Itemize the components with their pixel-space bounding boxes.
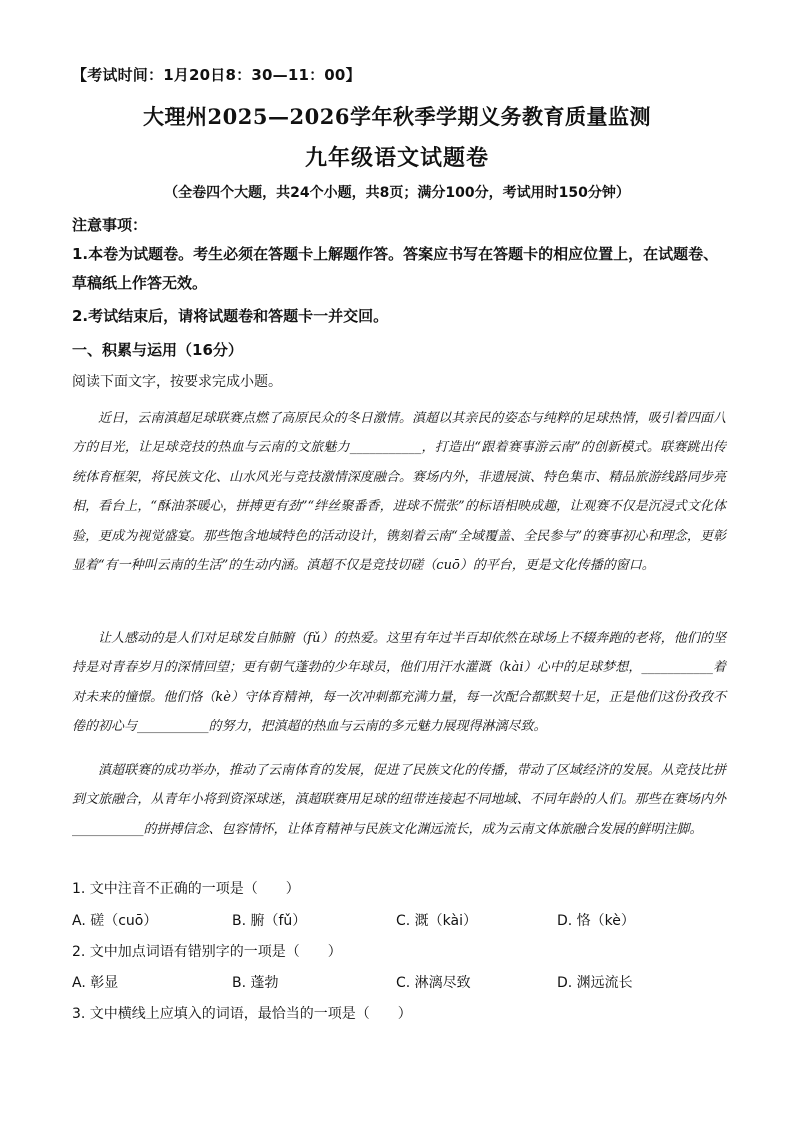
passage-paragraph-1: 近日，云南滇超足球联赛点燃了高原民众的冬日激情。滇超以其亲民的姿态与纯粹的足球热情，吸引着四面八方的目光，让足球竞技的热血与云南的文旅魅力___________，打造出“跟着赛事游云南”的创新模式。联赛跳出传统体育框架，将民族文化、山水风光与竞技激情深度融合。赛场内外，非遗展演、特色集市、精品旅游线路同步亮相，看台上，“酥油茶暖心，拼搏更有劲”“绊丝聚番香，进球不慌张”的标语相映成趣，让观赛不仅是沉浸式文化体验，更成为视觉盛宴。那些饱含地域特色的活动设计，镌刻着云南“全域覆盖、全民参与”的赛事初心和理念，更彰显着“有一种叫云南的生活”的生动内涵。滇超不仅是竞技切磋（cuō）的平台，更是文化传播的窗口。 xyxy=(72,411,726,574)
question-1-option-b: B. 腑（fǔ） xyxy=(232,913,307,929)
paper-title: 九年级语文试题卷 xyxy=(304,145,489,171)
question-3-stem: 3. 文中横线上应填入的词语，最恰当的一项是（ ） xyxy=(72,1006,412,1022)
passage-paragraph-3: 滇超联赛的成功举办，推动了云南体育的发展，促进了民族文化的传播，带动了区域经济的发展。从竞技比拼到文旅融合，从青年小将到资深球迷，滇超联赛用足球的纽带连接起不同地域、不同年龄的人们。那些在赛场内外___________的拼搏信念、包容情怀，让体育精神与民族文化渊远流长，成为云南文体旅融合发展的鲜明注脚。 xyxy=(72,763,726,837)
section-heading: 一、积累与运用（16分） xyxy=(72,341,243,359)
notice-heading: 注意事项： xyxy=(72,216,148,234)
question-2-option-c: C. 淋漓尽致 xyxy=(396,975,471,991)
notice-item-2: 2.考试结束后，请将试题卷和答题卡一并交回。 xyxy=(72,307,389,325)
question-2-option-b: B. 蓬勃 xyxy=(232,975,279,991)
question-1-option-d: D. 恪（kè） xyxy=(557,913,635,929)
exam-time: 【考试时间：1月20日8：30—11：00】 xyxy=(72,66,361,84)
exam-title: 大理州2025—2026学年秋季学期义务教育质量监测 xyxy=(143,104,651,129)
question-1-stem: 1. 文中注音不正确的一项是（ ） xyxy=(72,881,300,897)
paper-info: （全卷四个大题，共24个小题，共8页；满分100分，考试用时150分钟） xyxy=(164,185,630,201)
question-2-option-d: D. 渊远流长 xyxy=(557,975,633,991)
question-2-stem: 2. 文中加点词语有错别字的一项是（ ） xyxy=(72,944,342,960)
question-1-option-c: C. 溉（kài） xyxy=(396,913,478,929)
instruction: 阅读下面文字，按要求完成小题。 xyxy=(72,374,282,390)
question-1-option-a: A. 磋（cuō） xyxy=(72,913,158,929)
question-2-option-a: A. 彰显 xyxy=(72,975,119,991)
passage-paragraph-2: 让人感动的是人们对足球发自肺腑（fǔ）的热爱。这里有年过半百却依然在球场上不辍奔跑的老将，他们的坚持是对青春岁月的深情回望；更有朝气蓬勃的少年球员，他们用汗水灌溉（kài）心中的足球梦想，___________着对未来的憧憬。他们恪（kè）守体育精神，每一次冲刺都充满力量，每一次配合都默契十足，正是他们这份孜孜不倦的初心与___________的努力，把滇超的热血与云南的多元魅力展现得淋漓尽致。 xyxy=(72,631,726,735)
notice-item-1: 1.本卷为试题卷。考生必须在答题卡上解题作答。答案应书写在答题卡的相应位置上，在试题卷、草稿纸上作答无效。 xyxy=(72,245,719,292)
